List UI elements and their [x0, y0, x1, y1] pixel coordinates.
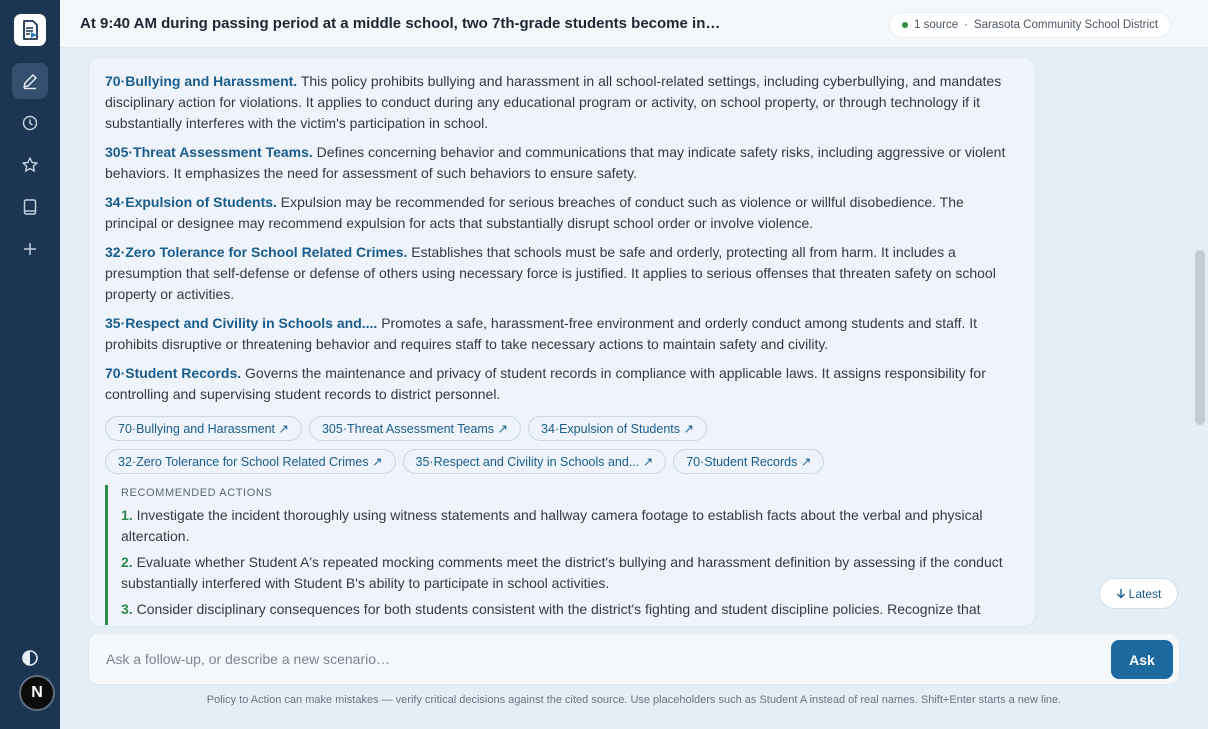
policy-link[interactable]: 34·Expulsion of Students. — [105, 194, 277, 210]
source-count: 1 source — [914, 19, 959, 31]
action-item: 1. Investigate the incident thoroughly using witness statements and hallway camera footage to establish facts about the verbal and physical altercation. — [121, 507, 983, 544]
policy-item — [105, 363, 1015, 405]
status-dot — [902, 22, 908, 28]
policy-link[interactable]: 32·Zero Tolerance for School Related Crimes. — [105, 244, 408, 260]
policy-summary: Expulsion may be recommended for serious breaches of conduct such as violence or willful disobedience. The principal or designee may recommend expulsion for acts that substantially disrupt school order or involve violence. — [105, 194, 964, 231]
pencil-icon — [21, 72, 39, 90]
chip-row — [105, 416, 1005, 441]
citation-chip[interactable]: 70·Bullying and Harassment ↗ — [105, 416, 302, 441]
nav-library[interactable] — [12, 189, 48, 225]
app-logo[interactable] — [14, 14, 46, 46]
followup-input[interactable] — [89, 634, 1099, 684]
source-badge[interactable] — [889, 12, 1171, 38]
policy-link[interactable]: 305·Threat Assessment Teams. — [105, 144, 313, 160]
policy-link[interactable]: 35·Respect and Civility in Schools and.... — [105, 315, 378, 331]
user-avatar[interactable] — [19, 675, 55, 711]
answer-card — [88, 57, 1036, 627]
document-arrow-icon — [19, 19, 41, 41]
avatar-initial: N — [31, 684, 43, 701]
policy-summary: Promotes a safe, harassment-free environment and orderly conduct among students and staff. It prohibits disruptive or threatening behavior and requires staff to take necessary actions to maintain safety and civility. — [105, 315, 978, 352]
jump-to-latest-button[interactable] — [1099, 578, 1178, 609]
citation-chip[interactable]: 32·Zero Tolerance for School Related Crimes ↗ — [105, 449, 396, 474]
conversation-title: At 9:40 AM during passing period at a middle school, two 7th-grade students become in… — [80, 15, 721, 32]
theme-toggle[interactable] — [18, 646, 42, 670]
nav-new-scenario[interactable] — [12, 63, 48, 99]
recommended-actions — [105, 485, 1015, 625]
disclaimer: Policy to Action can make mistakes — verify critical decisions against the cited source. Use placeholders such as Student A instead of real names. Shift+Enter starts a new line. — [206, 694, 1062, 706]
citation-chip[interactable]: 35·Respect and Civility in Schools and... ↗ — [403, 449, 667, 474]
star-icon — [21, 156, 39, 174]
policy-summary: Establishes that schools must be safe and orderly, protecting all from harm. It includes a presumption that self-defense or defense of others using necessary force is justified. It applies to serious offenses that threaten safety on school property or activities. — [105, 244, 996, 302]
clock-icon — [21, 114, 39, 132]
nav-history[interactable] — [12, 105, 48, 141]
nav-add[interactable] — [12, 231, 48, 267]
actions-label: RECOMMENDED ACTIONS — [121, 487, 273, 499]
sidebar — [0, 0, 60, 729]
nav-favorites[interactable] — [12, 147, 48, 183]
source-separator: · — [964, 19, 968, 31]
policy-summary: Governs the maintenance and privacy of student records in compliance with applicable laws. It assigns responsibility for controlling and supervising student records to district personnel. — [105, 365, 986, 402]
policy-summary: Defines concerning behavior and communications that may indicate safety risks, including aggressive or violent behaviors. It emphasizes the need for assessment of such behaviors to ensure safety. — [105, 144, 1006, 181]
policy-link[interactable]: 70·Bullying and Harassment. — [105, 73, 298, 89]
arrow-down-icon — [1116, 588, 1126, 599]
policy-list — [105, 71, 1015, 413]
policy-item — [105, 71, 1015, 134]
chip-row — [105, 449, 1005, 474]
action-item: 3. Consider disciplinary consequences for both students consistent with the district's fighting and student discipline policies. Recognize that — [121, 601, 981, 617]
book-icon — [21, 198, 39, 216]
citation-chip[interactable]: 34·Expulsion of Students ↗ — [528, 416, 707, 441]
contrast-icon — [21, 649, 39, 667]
header — [60, 0, 1208, 48]
policy-summary: This policy prohibits bullying and harassment in all school-related settings, including cyberbullying, and mandates disciplinary action for violations. It applies to conduct during any educational program or activity, on school property, or through technology if it substantially interferes with the victim's participation in school. — [105, 73, 1002, 131]
composer — [88, 633, 1180, 685]
plus-icon — [21, 240, 39, 258]
scrollbar-thumb[interactable] — [1195, 250, 1205, 425]
source-name: Sarasota Community School District — [973, 19, 1159, 31]
action-item: 2. Evaluate whether Student A's repeated mocking comments meet the district's bullying and harassment definition by assessing if the conduct substantially interfered with Student B's ability to participate in school activities. — [121, 554, 1003, 591]
policy-item — [105, 192, 1015, 234]
ask-button[interactable]: Ask — [1111, 640, 1173, 679]
policy-item — [105, 142, 1015, 184]
citation-chip[interactable]: 305·Threat Assessment Teams ↗ — [309, 416, 521, 441]
latest-label: Latest — [1128, 586, 1162, 601]
citation-chip[interactable]: 70·Student Records ↗ — [673, 449, 824, 474]
policy-item — [105, 313, 1015, 355]
policy-link[interactable]: 70·Student Records. — [105, 365, 242, 381]
citation-chips — [105, 416, 1005, 482]
policy-item — [105, 242, 1015, 305]
